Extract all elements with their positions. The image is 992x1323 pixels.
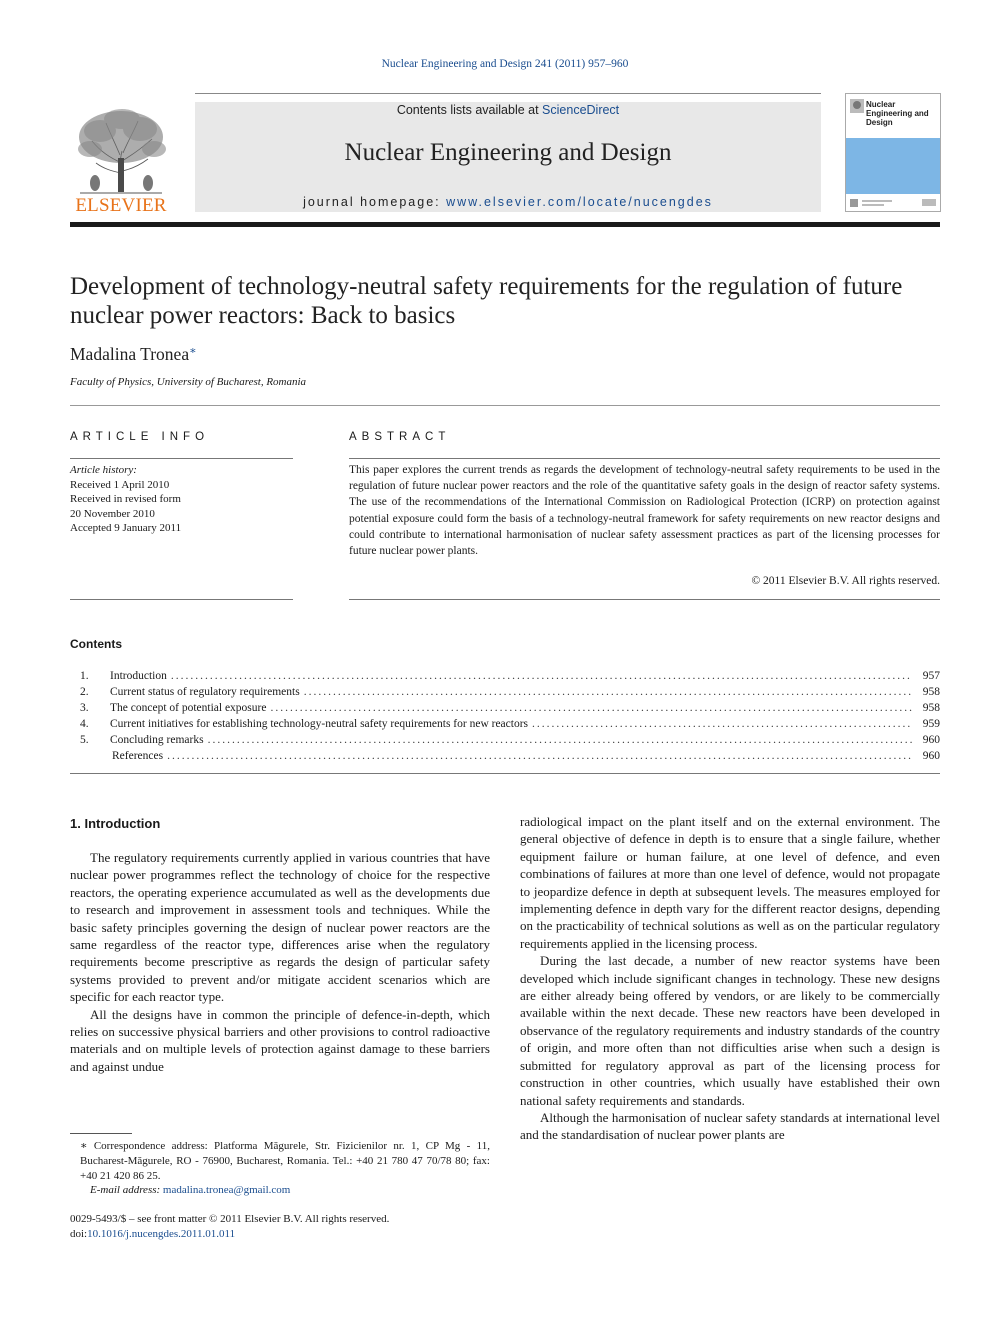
history-accepted: Accepted 9 January 2011: [70, 522, 182, 535]
toc-leader: [208, 734, 912, 746]
header-thick-rule: [70, 222, 940, 227]
article-title: Development of technology-neutral safety requirements for the regulation of future nuclear power reactors: Back to basics: [70, 273, 903, 329]
author-name[interactable]: Madalina Tronea: [70, 344, 190, 364]
toc-page: 959: [922, 718, 940, 730]
toc-leader: [270, 702, 912, 714]
cover-footer: [846, 194, 940, 211]
journal-citation[interactable]: Nuclear Engineering and Design 241 (2011) 957–960: [381, 58, 629, 70]
footnote-address: [70, 1139, 490, 1183]
toc-leader: [167, 750, 912, 762]
article-info-heading: ARTICLE INFO: [70, 431, 210, 443]
body-paragraph: All the designs have in common the principle of defence-in-depth, which relies on successive physical barriers and other provisions to control radioactive materials and on multiple levels of protection against damage to these barriers and against undue: [70, 1006, 490, 1074]
doi-link[interactable]: 10.1016/j.nucengdes.2011.01.011: [87, 1228, 236, 1240]
body-paragraph: During the last decade, a number of new reactor systems have been developed which include significant changes in technology. These new designs are either already being offered by vendors, or are likely to be commercially available within the next decade. These new reactors have been developed in observance of the regulatory requirements and industry standards of the country of origin, and more often than not difficulties arise when such a design is submitted for regulatory approval as part of the licensing process for construction in other countries, which usually have established their own national safety requirements and standards.: [520, 953, 940, 1108]
body-left-column: [70, 849, 490, 1075]
history-received: Received 1 April 2010: [70, 478, 170, 491]
footnote-mark: ∗: [80, 1140, 88, 1152]
email-link[interactable]: madalina.tronea@gmail.com: [162, 1184, 291, 1197]
abstract-rule: [349, 458, 940, 459]
toc-item-references[interactable]: [80, 750, 940, 766]
author-footnote-mark[interactable]: ∗: [189, 345, 197, 357]
abstract-copyright: © 2011 Elsevier B.V. All rights reserved.: [751, 575, 940, 587]
contents-heading: Contents: [70, 637, 122, 651]
correspondence-footnote: [70, 1139, 490, 1198]
toc-item-potential-exposure[interactable]: [80, 702, 940, 718]
title-divider: [70, 405, 940, 406]
homepage-link[interactable]: www.elsevier.com/locate/nucengdes: [446, 195, 713, 209]
footnote-email-line: [70, 1183, 490, 1198]
history-revised-label: Received in revised form: [70, 493, 181, 506]
article-history: [70, 463, 181, 536]
toc-item-current-initiatives[interactable]: [80, 718, 940, 734]
contents-bottom-rule: [70, 773, 940, 774]
toc-leader: [304, 686, 912, 698]
toc-title[interactable]: Current status of regulatory requirements: [110, 686, 300, 698]
section-heading-introduction: 1. Introduction: [70, 816, 161, 831]
toc-title[interactable]: Concluding remarks: [110, 734, 204, 746]
toc-number: 2.: [80, 686, 89, 698]
elsevier-wordmark: ELSEVIER: [75, 195, 167, 216]
cover-logo-icon: [849, 98, 865, 114]
toc-title[interactable]: References: [112, 750, 164, 762]
toc-leader: [532, 718, 912, 730]
toc-item-current-status[interactable]: [80, 686, 940, 702]
toc-page: 958: [922, 702, 940, 714]
footnote-rule: [70, 1133, 132, 1134]
abstract-bottom-rule: [349, 599, 940, 600]
toc-page: 960: [922, 750, 940, 762]
toc-page: 958: [922, 686, 940, 698]
body-paragraph: The regulatory requirements currently applied in various countries that have nuclear power programmes reflect the technology of choice for the respective reactors, the operating experience accumulated as well as the developments due to research and improvement in assessment tools and techniques. While the basic safety principles governing the design of nuclear power reactors are the same regardless of the reactor type, differences arise when the regulatory requirements become prescriptive as regards the design of particular safety systems provided to prevent and/or mitigate accident scenarios which are specific for each reactor type.: [70, 850, 490, 1005]
contents-prefix: Contents lists available at: [396, 103, 543, 117]
article-info-rule: [70, 458, 293, 459]
history-revised-date: 20 November 2010: [70, 507, 155, 520]
toc-number: 4.: [80, 718, 89, 730]
toc-page: 960: [922, 734, 940, 746]
body-paragraph: Although the harmonisation of nuclear safety standards at international level and the standardisation of nuclear power plants are: [520, 1109, 940, 1143]
toc-item-introduction[interactable]: [80, 670, 940, 686]
abstract-heading: ABSTRACT: [349, 431, 451, 443]
cover-title: Nuclear Engineering and Design: [866, 100, 929, 127]
cover-image: [846, 138, 940, 194]
journal-name: Nuclear Engineering and Design: [344, 139, 672, 166]
sciencedirect-link[interactable]: ScienceDirect: [542, 103, 620, 117]
body-right-column: [520, 813, 940, 1144]
journal-cover-thumbnail[interactable]: [845, 93, 941, 212]
table-of-contents: [80, 670, 940, 766]
toc-title[interactable]: The concept of potential exposure: [110, 702, 267, 714]
front-matter-footer: [70, 1212, 389, 1242]
footnote-text: Correspondence address: Platforma Măgurele, Str. Fizicienilor nr. 1, CP Mg - 11, Bucharest-Măgurele, RO - 76900, Bucharest, Romania. Tel.: +40 21 780 47 70/78 80; fax: +40 21 420 86 25.: [80, 1140, 490, 1182]
cover-footer-marks-icon: [846, 194, 940, 211]
cover-header: [846, 94, 940, 138]
abstract-text: This paper explores the current trends as regards the development of technology-neutral safety requirements to be used in the regulation of future nuclear power reactors and the role of the quantitative safety goals in the design of reactor safety systems. The use of the recommendations of the International Commission on Radiological Protection (ICRP) on protection against potential exposure could form the basis of a technology-neutral framework for safety requirements on new reactor designs and could contribute to international harmonisation of nuclear safety assessment practices as part of the licensing processes for future nuclear power plants.: [349, 464, 940, 558]
article-info-bottom-rule: [70, 599, 293, 600]
homepage-prefix: journal homepage:: [303, 195, 447, 209]
toc-number: 1.: [80, 670, 89, 682]
body-paragraph: radiological impact on the plant itself and on the external environment. The general objective of defence in depth is to ensure that a single failure, whether equipment failure or human failure, at one level of defence, and even combinations of failures at more than one level of defence, would not propagate to jeopardize defence in depth at subsequent levels. The measures employed for implementing defence in depth vary for the different reactor designs, depending on the practicability of technical solutions as well as on the particular regulatory requirements applied in the licensing process.: [520, 814, 940, 951]
header-divider: [195, 93, 821, 94]
history-label: Article history:: [70, 464, 137, 476]
journal-homepage: [195, 195, 821, 209]
toc-leader: [171, 670, 912, 682]
toc-item-concluding-remarks[interactable]: [80, 734, 940, 750]
email-label: E-mail address:: [90, 1184, 161, 1197]
doi-line: [70, 1227, 389, 1242]
author-line: [70, 344, 197, 365]
toc-number: 5.: [80, 734, 89, 746]
toc-number: 3.: [80, 702, 89, 714]
issn-line: 0029-5493/$ – see front matter © 2011 Elsevier B.V. All rights reserved.: [70, 1213, 390, 1225]
doi-prefix: doi:: [70, 1228, 88, 1240]
contents-availability: [195, 103, 821, 117]
toc-title[interactable]: Current initiatives for establishing technology-neutral safety requirements for new reactors: [110, 718, 529, 730]
author-affiliation: Faculty of Physics, University of Bucharest, Romania: [70, 376, 307, 388]
toc-page: 957: [922, 670, 940, 682]
toc-title[interactable]: Introduction: [110, 670, 167, 682]
